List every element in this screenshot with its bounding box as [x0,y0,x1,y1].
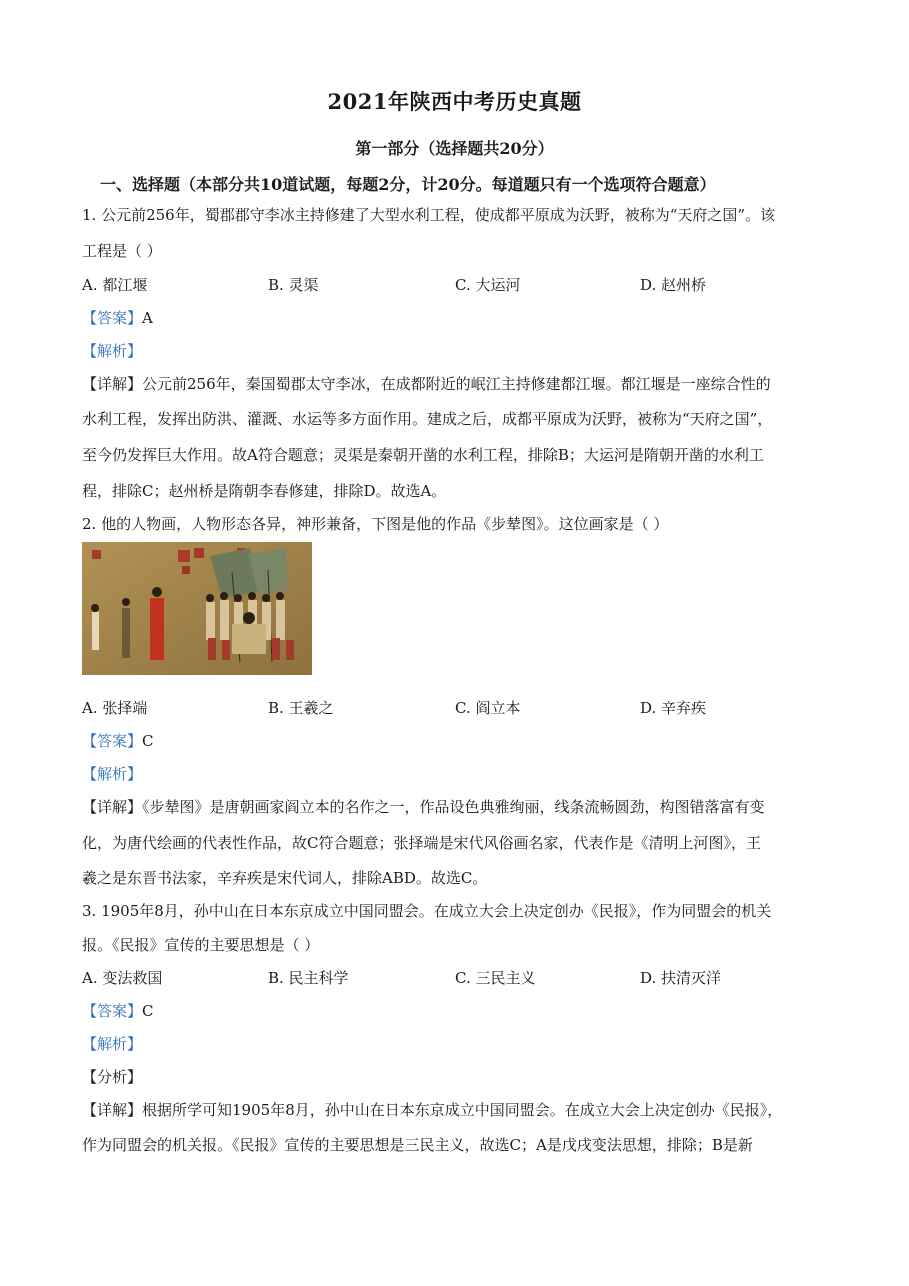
q3-detail-text: 根据所学可知1905年8月，孙中山在日本东京成立中国同盟会。在成立大会上决定创办《民报》， [142,1101,783,1119]
q3-stem-line-2: 报。《民报》宣传的主要思想是（ ） [82,936,320,954]
section-title: 一、选择题（本部分共10道试题，每题2分，计20分。每道题只有一个选项符合题意） [100,175,716,194]
q2-detail-line-1 [82,796,827,817]
q3-detail-line-1 [82,1099,827,1120]
q2-detail-text: 《步辇图》是唐朝画家阎立本的名作之一，作品设色典雅绚丽，线条流畅圆劲，构图错落富有变 [142,798,765,816]
detail-tag: 【详解】 [82,375,143,393]
q3-answer-line [82,1000,827,1021]
q2-analysis-line [82,763,827,784]
q1-analysis-line [82,340,827,361]
q2-answer-line [82,730,827,751]
answer-tag: 【答案】 [82,309,143,327]
q1-answer-line [82,307,827,328]
q1-option-a: A. 都江堰 [82,276,148,294]
part-title: 第一部分（选择题共20分） [355,139,554,158]
q2-answer: C [142,732,154,750]
answer-tag: 【答案】 [82,1002,143,1020]
q3-answer: C [142,1002,154,1020]
q1-answer: A [142,309,153,327]
fenxi-tag: 【分析】 [82,1068,143,1086]
analysis-tag: 【解析】 [82,765,143,783]
q1-option-c: C. 大运河 [455,276,521,294]
q2-detail-line-3: 羲之是东晋书法家，辛弃疾是宋代词人，排除ABD。故选C。 [82,869,488,887]
q3-detail-line-2: 作为同盟会的机关报。《民报》宣传的主要思想是三民主义，故选C；A是戊戌变法思想，排除；B是新 [82,1136,753,1154]
q2-detail-line-2: 化，为唐代绘画的代表性作品，故C符合题意；张择端是宋代风俗画名家，代表作是《清明上河图》，王 [82,834,761,852]
q3-analysis-line [82,1033,827,1054]
answer-tag: 【答案】 [82,732,143,750]
q2-option-a: A. 张择端 [82,699,148,717]
detail-tag: 【详解】 [82,798,143,816]
q2-option-c: C. 阎立本 [455,699,521,717]
q3-option-b: B. 民主科学 [268,969,349,987]
q1-stem-line-2: 工程是（ ） [82,242,162,260]
analysis-tag: 【解析】 [82,342,143,360]
q1-detail-line-4: 程，排除C；赵州桥是隋朝李春修建，排除D。故选A。 [82,482,447,500]
detail-tag: 【详解】 [82,1101,143,1119]
q1-option-b: B. 灵渠 [268,276,319,294]
q2-option-b: B. 王羲之 [268,699,334,717]
q3-option-a: A. 变法救国 [82,969,163,987]
q1-detail-text: 公元前256年，秦国蜀郡太守李冰，在成都附近的岷江主持修建都江堰。都江堰是一座综合性的 [142,375,771,393]
bunian-painting-image [82,542,312,675]
q1-detail-line-3: 至今仍发挥巨大作用。故A符合题意；灵渠是秦朝开凿的水利工程，排除B；大运河是隋朝开凿的水利工 [82,446,764,464]
q3-option-c: C. 三民主义 [455,969,536,987]
q1-detail-line-1 [82,373,827,394]
q2-stem-line-1: 2. 他的人物画，人物形态各异，神形兼备，下图是他的作品《步辇图》。这位画家是（ ） [82,515,669,533]
q2-option-d: D. 辛弃疾 [640,699,707,717]
analysis-tag: 【解析】 [82,1035,143,1053]
q3-stem-line-1: 3. 1905年8月，孙中山在日本东京成立中国同盟会。在成立大会上决定创办《民报》，作为同盟会的机关 [82,902,772,920]
q3-fenxi-line [82,1066,827,1087]
q1-stem-line-1: 1. 公元前256年，蜀郡郡守李冰主持修建了大型水利工程，使成都平原成为沃野，被称为“天府之国”。该 [82,206,776,224]
q1-detail-line-2: 水利工程，发挥出防洪、灌溉、水运等多方面作用。建成之后，成都平原成为沃野，被称为“天府之国”， [82,410,773,428]
document-title: 2021年陕西中考历史真题 [327,89,582,114]
q3-option-d: D. 扶清灭洋 [640,969,722,987]
q1-option-d: D. 赵州桥 [640,276,707,294]
